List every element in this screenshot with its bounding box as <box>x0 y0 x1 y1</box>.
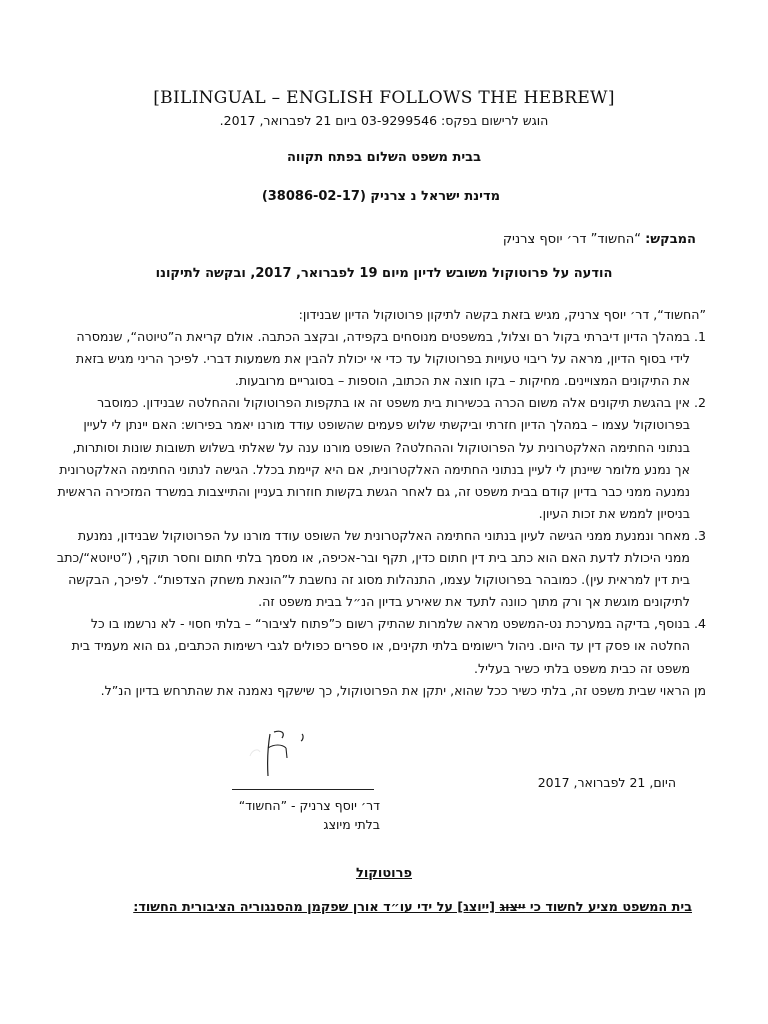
closing-paragraph: מן הראוי שבית משפט זה, בלתי כשיר ככל שהוא, יתקן את הפרוטוקול, כך שישקף נאמנה את שהתרחש בדיון הנ”ל. <box>100 682 706 698</box>
case-title: מדינת ישראל נ צרניק (38086-02-17) <box>261 189 500 204</box>
applicant-line <box>503 232 696 247</box>
date-line: היום, 21 לפברואר, 2017 <box>537 775 676 790</box>
protocol-title: פרוטוקול <box>355 866 413 881</box>
numbered-list <box>56 326 706 680</box>
signature-line <box>232 789 374 790</box>
notice-title: הודעה על פרוטוקול משובש לדיון מיום 19 לפברואר, 2017, ובקשה לתיקונו <box>155 266 613 281</box>
signatory-name: דר׳ יוסף צרניק - ”החשוד“ <box>238 798 380 813</box>
list-item: 2. אין בהגשת תיקונים אלה משום הכרה בכשירות בית משפט זה או בתקפות הפרוטוקול וההחלטה שבנידון. כמוסבר בפרוטוקול עצמו – במהלך הדיון חזרתי וביקשתי שלוש פעמים שהשופט עודד מורנו יאמר בפירוש: האם יינתן לי לעיין בנתוני החתימה האלקטרונית על הפרוטוקול וההחלטה? השופט מורנו ענה על שאלתי בשלוש תשובות שונות וסותרות, אך נמנע מלומר שיינתן לי לעיין בנתוני החתימה האלקטרונית, אם היא קיימת בכלל. הגישה לנתוני החתימה האלקטרונית נמנעה ממני כבר בדיון קודם בבית משפט זה, גם לאחר הגשת בקשות חוזרות בעניין והתייצבות במשרד המזכירה הראשית בניסיון לממש את זכות העיון. <box>56 392 690 525</box>
bilingual-banner: [BILINGUAL – ENGLISH FOLLOWS THE HEBREW] <box>153 88 615 108</box>
signatory-block <box>230 796 380 834</box>
signatory-status: בלתי מיוצג <box>323 817 380 832</box>
list-item: 1. במהלך הדיון דיברתי בקול רם וצלול, במשפטים מנוסחים בקפידה, ובקצב הכתבה. אולם קריאת ה”טיוטה“, שנמסרה לידי בסוף הדיון, מראה על ריבוי טעויות בפרוטוקול עד כדי אי יכולת להבין את משמעות דברי. לפיכך הריני מגיש בזאת את התיקונים המצויינים. מחיקות – בקו חוצה את הכתוב, הוספות – בסוגריים מרובעות. <box>56 326 690 392</box>
applicant-label: המבקש: <box>645 232 696 247</box>
list-item: 4. בנוסף, בדיקה במערכת נט-המשפט מראה שלמרות שהתיק רשום כ”פתוח לציבור“ – בלתי חסוי - לא נרשמו בו כל החלטה או פסק דין עד היום. ניהול רישומים בלתי תקינים, או ספרים כפולים לגבי רשימות הכתבים, גם הוא מעמיד בית משפט זה כבית משפט בלתי כשיר בעליל. <box>56 613 690 679</box>
filed-by-fax-line: הוגש לרישום בפקס: 03-9299546 ביום 21 לפברואר, 2017. <box>219 113 549 128</box>
intro-paragraph: ”החשוד“, דר׳ יוסף צרניק, מגיש בזאת בקשה לתיקון פרוטוקול הדיון שבנידון: <box>298 307 706 322</box>
applicant-value: “החשוד” דר׳ יוסף צרניק <box>502 232 641 247</box>
list-item: 3. מאחר ונמנעת ממני הגישה לעיון בנתוני החתימה האלקטרונית של השופט עודד מורנו על הפרוטוקול שבנידון, נמנעת ממני היכולת לדעת האם הוא כתב בית דין חתום כדין, תקף ובר-אכיפה, או מסמך בלתי חתום וחסר תוקף, (”טיוטא“/כתב בית דין למראית עין). כמובהר בפרוטוקול עצמו, התנהלות מסוג זה נחשבת ל”הונאת משחק הצדפות“. לפיכך, הבקשה לתיקונים מוגשת אך ורק מתוך כוונה לתעד את שאירע בדיון הנ״ל בבית משפט זה. <box>56 525 690 613</box>
body-text <box>56 304 706 702</box>
struck-word: ייצוג <box>499 900 526 915</box>
court-name: בבית משפט השלום בפתח תקווה <box>286 150 482 165</box>
protocol-first-line: בית המשפט מציע לחשוד כי ייצוג [ייוצג] על ידי עו״ד אורן שפקמן מהסנגוריה הציבורית החשוד: <box>133 900 692 915</box>
handwritten-signature <box>230 726 378 780</box>
